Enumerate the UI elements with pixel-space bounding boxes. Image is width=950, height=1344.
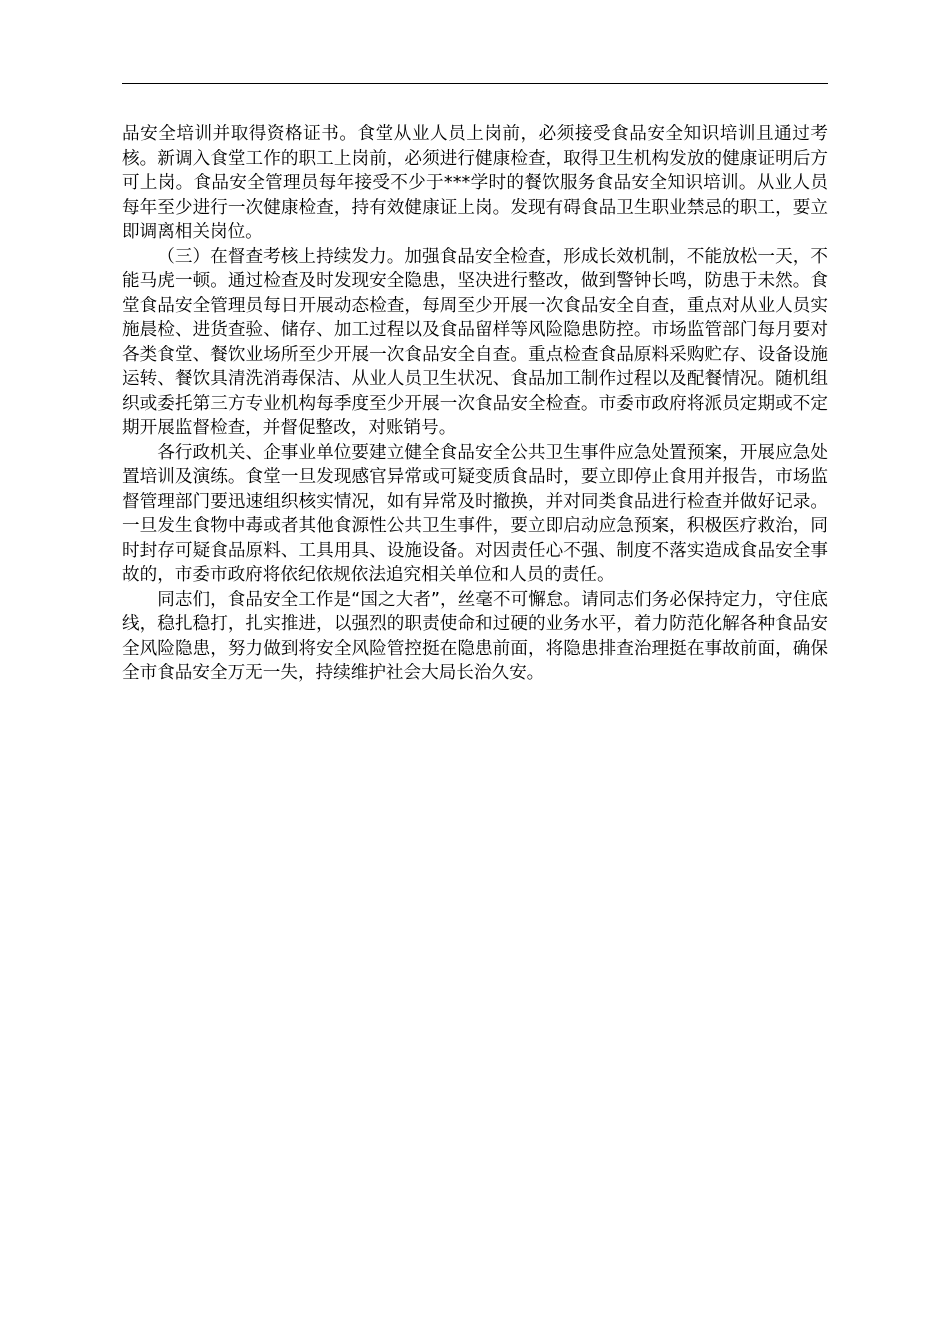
paragraph-3: 各行政机关、企事业单位要建立健全食品安全公共卫生事件应急处置预案，开展应急处置培训及演练。食堂一旦发现感官异常或可疑变质食品时，要立即停止食用并报告，市场监督管理部门要迅速组织核实情况，如有异常及时撤换，并对同类食品进行检查并做好记录。一旦发生食物中毒或者其他食源性公共卫生事件，要立即启动应急预案，积极医疗救治，同时封存可疑食品原料、工具用具、设施设备。对因责任心不强、制度不落实造成食品安全事故的，市委市政府将依纪依规依法追究相关单位和人员的责任。 <box>122 442 828 585</box>
document-body <box>122 122 828 686</box>
paragraph-2: （三）在督查考核上持续发力。加强食品安全检查，形成长效机制，不能放松一天，不能马虎一顿。通过检查及时发现安全隐患，坚决进行整改，做到警钟长鸣，防患于未然。食堂食品安全管理员每日开展动态检查，每周至少开展一次食品安全自查，重点对从业人员实施晨检、进货查验、储存、加工过程以及食品留样等风险隐患防控。市场监管部门每月要对各类食堂、餐饮业场所至少开展一次食品安全自查。重点检查食品原料采购贮存、设备设施运转、餐饮具清洗消毒保洁、从业人员卫生状况、食品加工制作过程以及配餐情况。随机组织或委托第三方专业机构每季度至少开展一次食品安全检查。市委市政府将派员定期或不定期开展监督检查，并督促整改，对账销号。 <box>122 246 828 438</box>
paragraph-1: 品安全培训并取得资格证书。食堂从业人员上岗前，必须接受食品安全知识培训且通过考核。新调入食堂工作的职工上岗前，必须进行健康检查，取得卫生机构发放的健康证明后方可上岗。食品安全管理员每年接受不少于***学时的餐饮服务食品安全知识培训。从业人员每年至少进行一次健康检查，持有效健康证上岗。发现有碍食品卫生职业禁忌的职工，要立即调离相关岗位。 <box>122 124 828 242</box>
paragraph-4: 同志们，食品安全工作是“国之大者”，丝毫不可懈怠。请同志们务必保持定力，守住底线，稳扎稳打，扎实推进，以强烈的职责使命和过硬的业务水平，着力防范化解各种食品安全风险隐患，努力做到将安全风险管控挺在隐患前面，将隐患排查治理挺在事故前面，确保全市食品安全万无一失，持续维护社会大局长治久安。 <box>122 589 828 683</box>
header-rule <box>122 83 828 84</box>
